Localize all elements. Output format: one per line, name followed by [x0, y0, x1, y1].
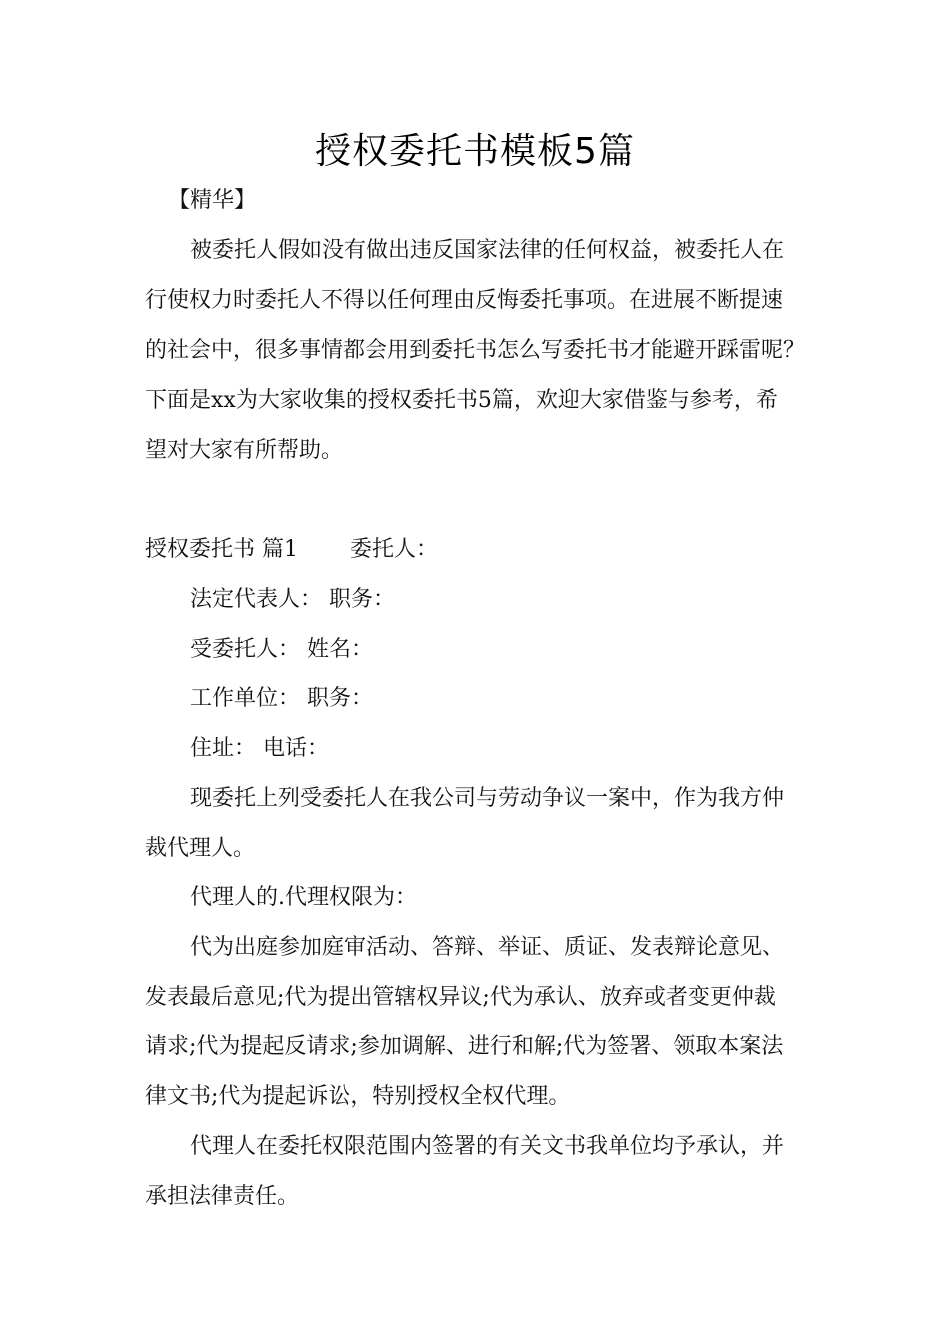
- authority-line-1: 代为出庭参加庭审活动、答辩、举证、质证、发表辩论意见、: [190, 935, 785, 960]
- intro-line-3: 的社会中，很多事情都会用到委托书怎么写委托书才能避开踩雷呢？: [145, 338, 806, 363]
- document-title: 授权委托书模板5篇: [315, 131, 635, 172]
- intro-line-1: 被委托人假如没有做出违反国家法律的任何权益，被委托人在: [190, 238, 785, 263]
- tag-label: 【精华】: [168, 188, 257, 213]
- address-line: 住址： 电话：: [190, 736, 329, 761]
- legal-rep-line: 法定代表人： 职务：: [190, 587, 395, 612]
- acknowledge-line-1: 代理人在委托权限范围内签署的有关文书我单位均予承认，并: [190, 1134, 785, 1159]
- intro-line-5: 望对大家有所帮助。: [145, 438, 344, 463]
- authority-intro: 代理人的.代理权限为：: [190, 885, 417, 910]
- agent-line: 受委托人： 姓名：: [190, 637, 373, 662]
- principal-label: 委托人：: [350, 537, 439, 562]
- acknowledge-line-2: 承担法律责任。: [145, 1184, 300, 1209]
- intro-line-2: 行使权力时委托人不得以任何理由反悔委托事项。在进展不断提速: [145, 288, 784, 313]
- authority-line-3: 请求;代为提起反请求;参加调解、进行和解;代为签署、领取本案法: [145, 1034, 784, 1059]
- intro-line-4: 下面是xx为大家收集的授权委托书5篇，欢迎大家借鉴与参考，希: [145, 388, 778, 413]
- work-unit-line: 工作单位： 职务：: [190, 686, 373, 711]
- commission-line-1: 现委托上列受委托人在我公司与劳动争议一案中，作为我方仲: [190, 786, 785, 811]
- section-heading: 授权委托书 篇1: [145, 537, 298, 562]
- authority-line-2: 发表最后意见;代为提出管辖权异议;代为承认、放弃或者变更仲裁: [145, 985, 776, 1010]
- authority-line-4: 律文书;代为提起诉讼，特别授权全权代理。: [145, 1084, 571, 1109]
- commission-line-2: 裁代理人。: [145, 836, 256, 861]
